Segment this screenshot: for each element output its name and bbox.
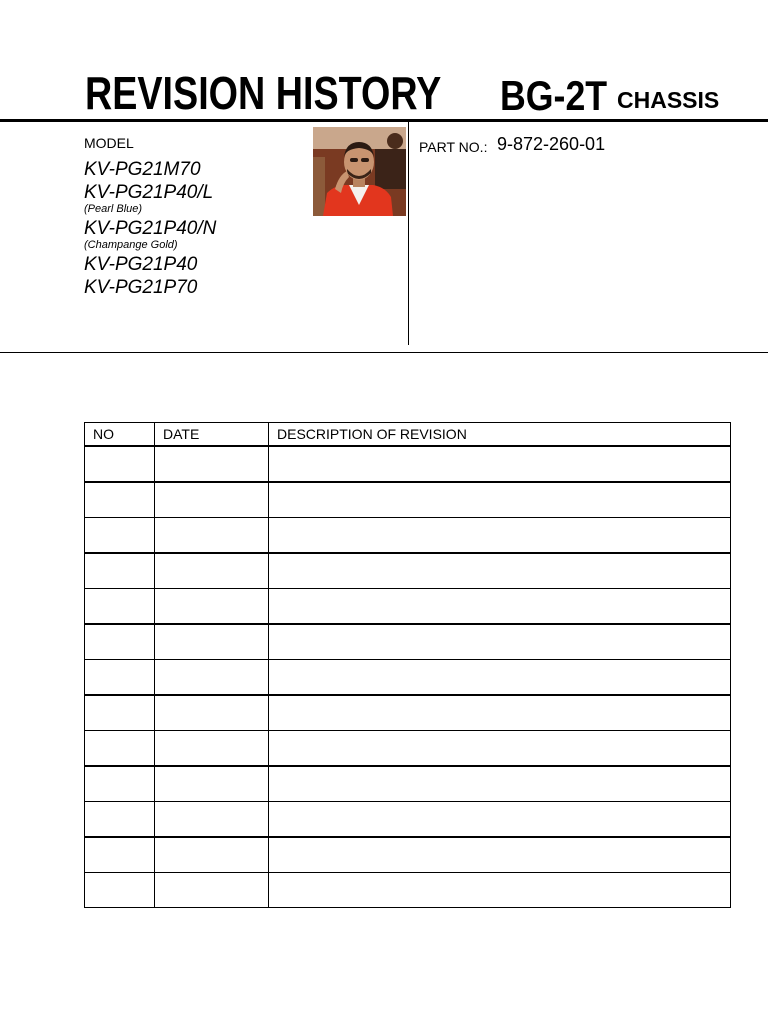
cell-description: [269, 731, 731, 767]
table-row: [85, 660, 731, 696]
cell-description: [269, 518, 731, 554]
chassis-label: CHASSIS: [617, 87, 720, 113]
cell-description: [269, 624, 731, 660]
cell-no: [85, 482, 155, 518]
cell-description: [269, 802, 731, 838]
table-row: [85, 695, 731, 731]
cell-description: [269, 446, 731, 482]
model-note: (Champange Gold): [84, 239, 178, 251]
revision-table: [84, 422, 731, 908]
cell-description: [269, 660, 731, 696]
cell-date: [155, 660, 269, 696]
model-name: KV-PG21P70: [84, 277, 198, 298]
model-name: KV-PG21P40/N: [84, 218, 217, 239]
cell-no: [85, 589, 155, 625]
chassis-code: BG-2T: [500, 72, 608, 119]
table-row: [85, 731, 731, 767]
column-divider: [408, 122, 409, 345]
model-label: MODEL: [84, 135, 134, 151]
table-row: [85, 766, 731, 802]
part-number-label: PART NO.:: [419, 139, 488, 155]
column-header-description: DESCRIPTION OF REVISION: [269, 423, 731, 447]
cell-description: [269, 589, 731, 625]
cell-date: [155, 802, 269, 838]
column-header-no: NO: [85, 423, 155, 447]
model-name: KV-PG21M70: [84, 159, 201, 180]
cell-description: [269, 553, 731, 589]
table-row: [85, 802, 731, 838]
cell-description: [269, 873, 731, 908]
table-header-row: [85, 423, 731, 447]
cell-no: [85, 837, 155, 873]
model-name: KV-PG21P40/L: [84, 182, 214, 203]
table-row: [85, 518, 731, 554]
table-row: [85, 624, 731, 660]
revision-rows: [85, 446, 731, 908]
cell-no: [85, 695, 155, 731]
cell-no: [85, 802, 155, 838]
cell-no: [85, 553, 155, 589]
column-header-date: DATE: [155, 423, 269, 447]
cell-description: [269, 695, 731, 731]
cell-date: [155, 589, 269, 625]
cell-date: [155, 482, 269, 518]
cell-no: [85, 518, 155, 554]
cell-description: [269, 766, 731, 802]
table-row: [85, 837, 731, 873]
cell-date: [155, 695, 269, 731]
table-row: [85, 482, 731, 518]
cell-no: [85, 446, 155, 482]
cell-no: [85, 660, 155, 696]
cell-no: [85, 624, 155, 660]
top-divider: [0, 119, 768, 122]
section-divider: [0, 352, 768, 353]
part-number-value: 9-872-260-01: [497, 134, 606, 154]
cell-date: [155, 624, 269, 660]
model-name: KV-PG21P40: [84, 254, 198, 275]
page-title: REVISION HISTORY: [85, 67, 442, 119]
cell-no: [85, 731, 155, 767]
table-row: [85, 589, 731, 625]
cell-date: [155, 446, 269, 482]
cell-date: [155, 837, 269, 873]
cell-description: [269, 837, 731, 873]
person-photo: [313, 127, 406, 216]
model-note: (Pearl Blue): [84, 203, 143, 215]
cell-date: [155, 731, 269, 767]
cell-date: [155, 873, 269, 908]
cell-date: [155, 766, 269, 802]
table-row: [85, 553, 731, 589]
cell-date: [155, 553, 269, 589]
cell-no: [85, 766, 155, 802]
cell-description: [269, 482, 731, 518]
cell-date: [155, 518, 269, 554]
table-row: [85, 446, 731, 482]
cell-no: [85, 873, 155, 908]
table-row: [85, 873, 731, 908]
model-list: [84, 158, 216, 299]
